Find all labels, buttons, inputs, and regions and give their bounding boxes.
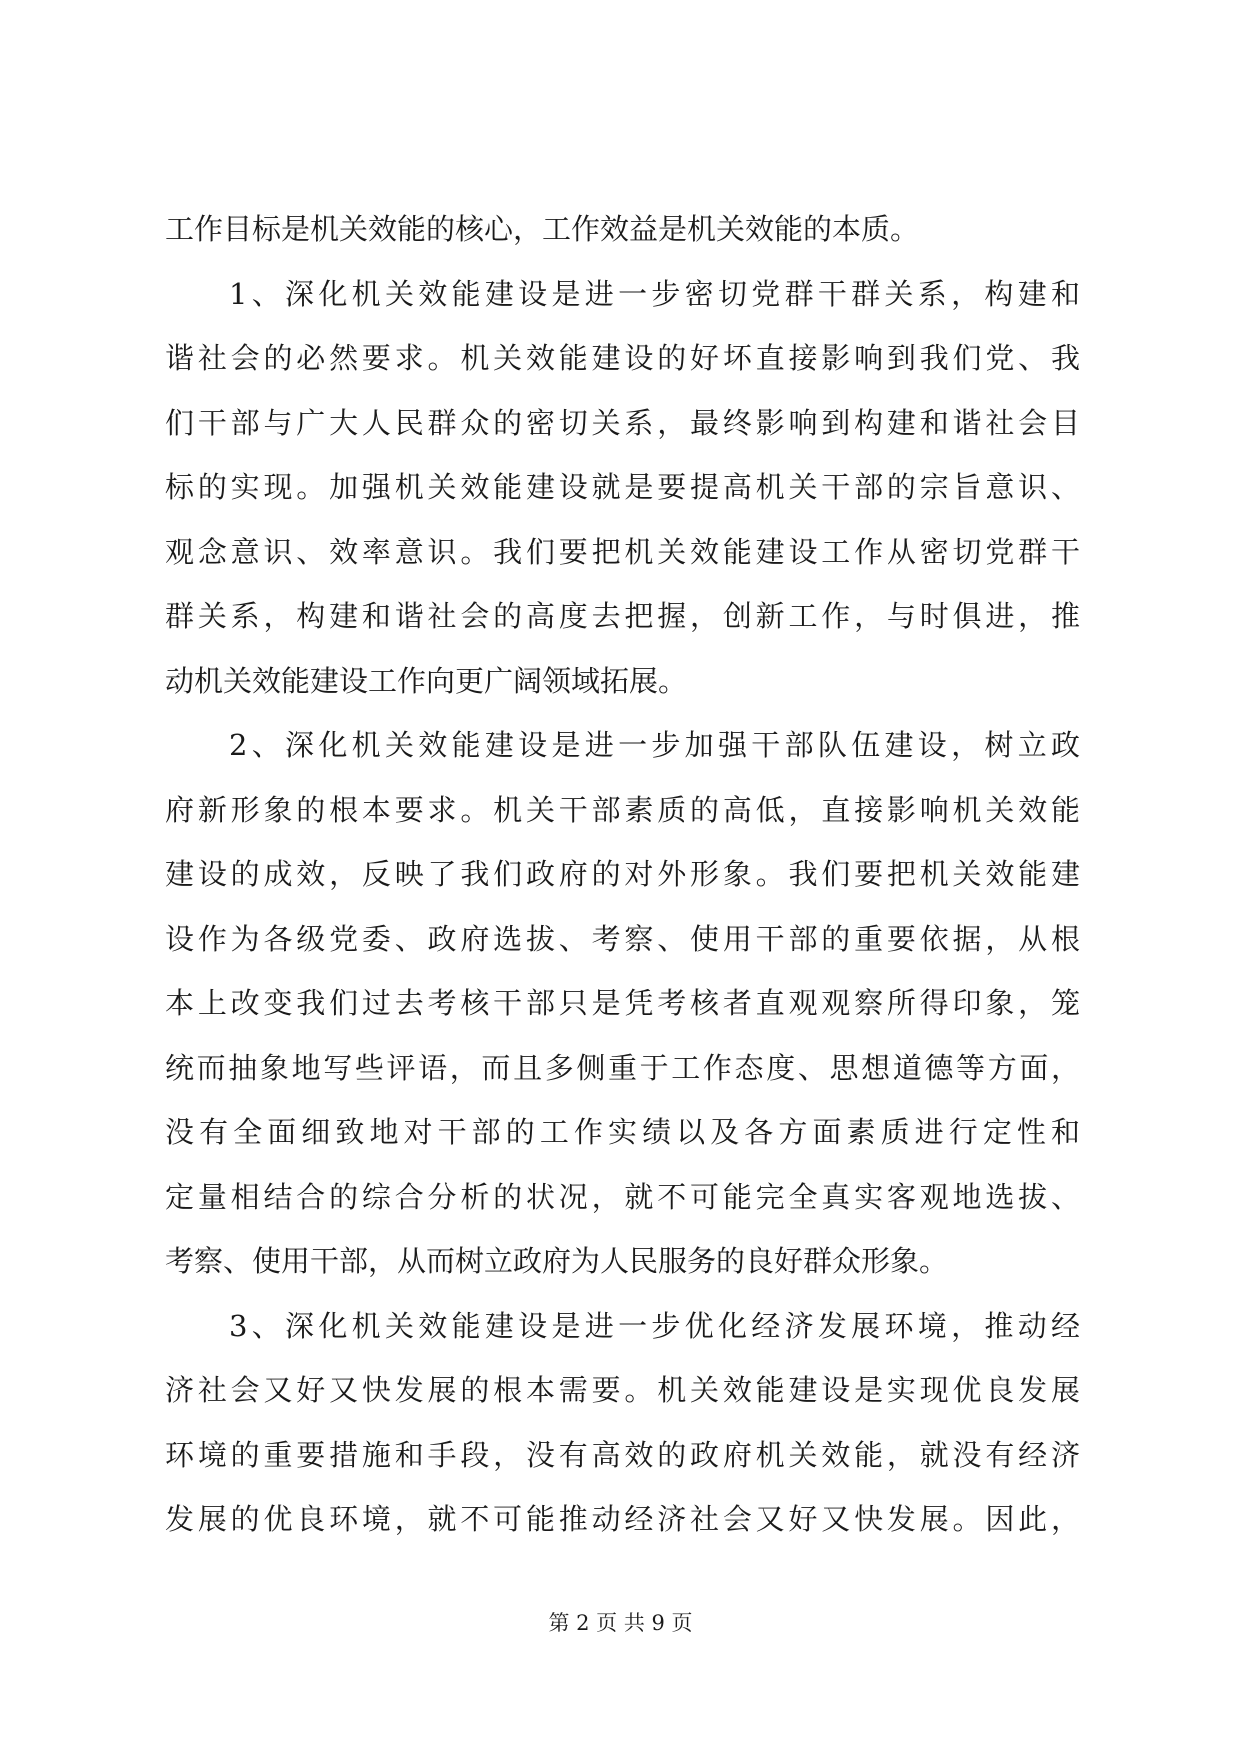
text-line: 设作为各级党委、政府选拔、考察、使用干部的重要依据，从根 bbox=[165, 921, 1080, 956]
text-line: 3、深化机关效能建设是进一步优化经济发展环境，推动经 bbox=[229, 1308, 1080, 1343]
text-line: 们干部与广大人民群众的密切关系，最终影响到构建和谐社会目 bbox=[165, 405, 1080, 440]
text-line: 观念意识、效率意识。我们要把机关效能建设工作从密切党群干 bbox=[165, 534, 1080, 569]
text-line: 本上改变我们过去考核干部只是凭考核者直观观察所得印象，笼 bbox=[165, 986, 1080, 1020]
page-number-footer: 第 2 页 共 9 页 bbox=[548, 1611, 693, 1635]
text-line: 定量相结合的综合分析的状况，就不可能完全真实客观地选拔、 bbox=[165, 1179, 1080, 1214]
text-line: 1、深化机关效能建设是进一步密切党群干群关系，构建和 bbox=[229, 276, 1080, 311]
text-line: 标的实现。加强机关效能建设就是要提高机关干部的宗旨意识、 bbox=[165, 470, 1080, 504]
text-line: 府新形象的根本要求。机关干部素质的高低，直接影响机关效能 bbox=[165, 792, 1080, 827]
text-line: 群关系，构建和谐社会的高度去把握，创新工作，与时俱进，推 bbox=[165, 599, 1080, 633]
body-text bbox=[165, 197, 1080, 1552]
text-line: 动机关效能建设工作向更广阔领域拓展。 bbox=[165, 663, 688, 698]
text-line: 没有全面细致地对干部的工作实绩以及各方面素质进行定性和 bbox=[165, 1115, 1080, 1149]
text-line: 谐社会的必然要求。机关效能建设的好坏直接影响到我们党、我 bbox=[165, 341, 1080, 375]
text-line: 环境的重要措施和手段，没有高效的政府机关效能，就没有经济 bbox=[165, 1437, 1080, 1472]
text-line: 统而抽象地写些评语，而且多侧重于工作态度、思想道德等方面， bbox=[165, 1050, 1080, 1085]
text-line: 济社会又好又快发展的根本需要。机关效能建设是实现优良发展 bbox=[165, 1373, 1080, 1407]
text-line: 2、深化机关效能建设是进一步加强干部队伍建设，树立政 bbox=[229, 728, 1080, 762]
text-line: 建设的成效，反映了我们政府的对外形象。我们要把机关效能建 bbox=[165, 857, 1080, 891]
text-line: 考察、使用干部，从而树立政府为人民服务的良好群众形象。 bbox=[165, 1244, 949, 1278]
text-line: 发展的优良环境，就不可能推动经济社会又好又快发展。因此， bbox=[165, 1502, 1080, 1536]
text-line: 工作目标是机关效能的核心，工作效益是机关效能的本质。 bbox=[165, 212, 920, 246]
